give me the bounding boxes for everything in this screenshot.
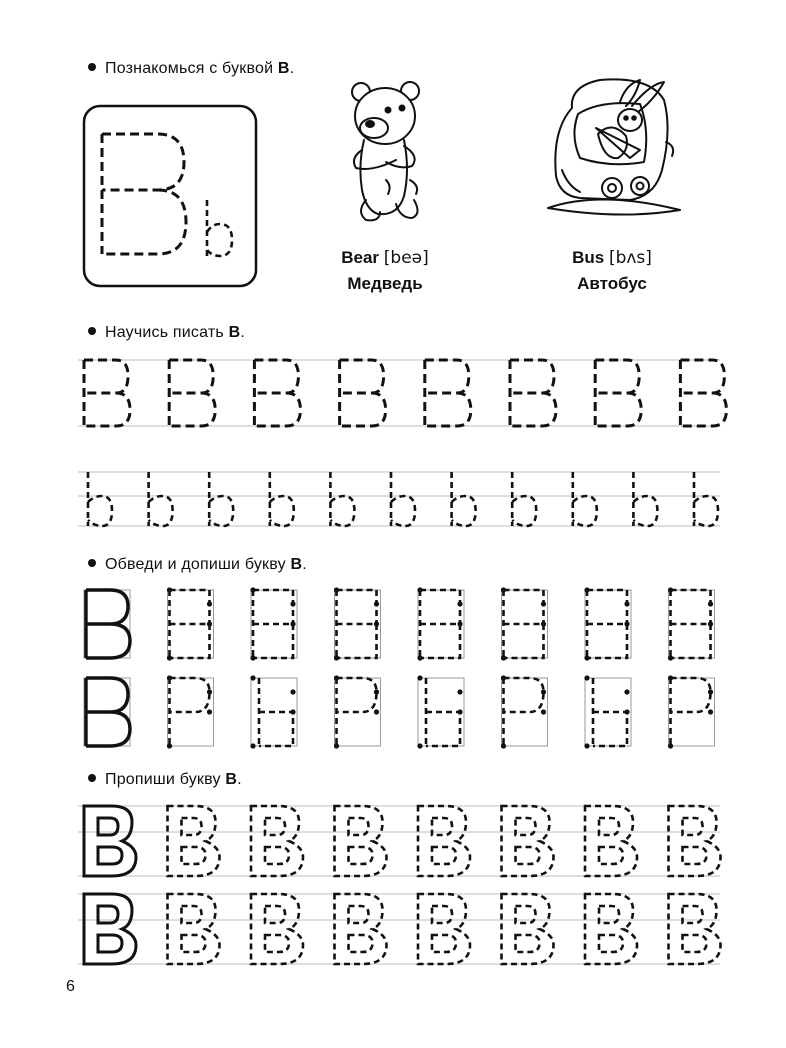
dashed-outline-B (585, 806, 637, 876)
dashed-trace-B (504, 590, 544, 658)
dashed-lowercase-b (330, 472, 354, 526)
word-card-bear: Bear [beə] Медведь (341, 248, 429, 293)
start-dot (167, 587, 172, 592)
dashed-outline-B-holes (432, 818, 456, 864)
bus-with-bunny-illustration (548, 79, 680, 214)
dashed-trace-B (170, 590, 210, 658)
dashed-outline-B-holes (516, 818, 540, 864)
start-dot (290, 621, 295, 626)
start-dot (374, 689, 379, 694)
solid-uppercase-B (86, 590, 130, 658)
dashed-lowercase-b (633, 472, 657, 526)
dashed-outline-B (669, 894, 721, 964)
start-dot (584, 655, 589, 660)
dashed-uppercase-B (102, 134, 186, 254)
start-dot (417, 655, 422, 660)
start-dot (501, 655, 506, 660)
start-dot (624, 621, 629, 626)
dashed-lowercase-b (149, 472, 173, 526)
start-dot (457, 709, 462, 714)
dashed-trace-B (504, 678, 544, 746)
dashed-lowercase-b (452, 472, 476, 526)
start-dot (207, 689, 212, 694)
start-dot (334, 655, 339, 660)
dashed-outline-B (335, 894, 387, 964)
dashed-outline-B (335, 806, 387, 876)
dashed-uppercase-B (340, 360, 386, 426)
start-dot (417, 675, 422, 680)
start-dot (584, 743, 589, 748)
dashed-outline-B-holes (683, 906, 707, 952)
start-dot (457, 621, 462, 626)
solid-uppercase-B (86, 678, 130, 746)
start-dot (501, 675, 506, 680)
start-dot (584, 675, 589, 680)
dashed-outline-B-holes (182, 906, 206, 952)
start-dot (167, 675, 172, 680)
dashed-outline-B (502, 806, 554, 876)
dashed-uppercase-B (169, 360, 215, 426)
dashed-lowercase-b (391, 472, 415, 526)
start-dot (167, 655, 172, 660)
dashed-outline-B (418, 806, 470, 876)
page-number: 6 (66, 978, 75, 995)
dashed-uppercase-B (510, 360, 556, 426)
dashed-outline-B-holes (182, 818, 206, 864)
dashed-trace-B (593, 678, 627, 746)
start-dot (374, 709, 379, 714)
start-dot (708, 709, 713, 714)
start-dot (624, 601, 629, 606)
dashed-trace-B (337, 590, 377, 658)
dashed-uppercase-B (425, 360, 471, 426)
dashed-trace-B (587, 590, 627, 658)
dashed-lowercase-b (207, 200, 232, 256)
start-dot (457, 689, 462, 694)
start-dot (250, 675, 255, 680)
dashed-outline-B (669, 806, 721, 876)
dashed-lowercase-b (573, 472, 597, 526)
dashed-outline-B (418, 894, 470, 964)
start-dot (708, 621, 713, 626)
dashed-uppercase-B (595, 360, 641, 426)
dashed-uppercase-B (680, 360, 726, 426)
dashed-outline-B (168, 806, 220, 876)
dashed-lowercase-b (694, 472, 718, 526)
dashed-outline-B-holes (599, 906, 623, 952)
dashed-outline-B (251, 806, 303, 876)
dashed-trace-B (259, 678, 293, 746)
dashed-trace-B (671, 678, 711, 746)
start-dot (250, 743, 255, 748)
start-dot (668, 743, 673, 748)
dashed-uppercase-B (84, 360, 130, 426)
start-dot (668, 655, 673, 660)
dashed-outline-B (502, 894, 554, 964)
dashed-outline-B-holes (265, 818, 289, 864)
start-dot (250, 587, 255, 592)
start-dot (541, 709, 546, 714)
dashed-uppercase-B (254, 360, 300, 426)
start-dot (708, 601, 713, 606)
start-dot (334, 743, 339, 748)
start-dot (417, 587, 422, 592)
start-dot (541, 601, 546, 606)
start-dot (334, 675, 339, 680)
start-dot (501, 743, 506, 748)
start-dot (624, 689, 629, 694)
start-dot (584, 587, 589, 592)
instruction-meet-letter: Познакомься с буквой B. (88, 60, 294, 78)
start-dot (250, 655, 255, 660)
dashed-outline-B-holes (683, 818, 707, 864)
dashed-outline-B-holes (265, 906, 289, 952)
start-dot (457, 601, 462, 606)
start-dot (541, 621, 546, 626)
dashed-trace-B (426, 678, 460, 746)
dashed-outline-B (585, 894, 637, 964)
start-dot (374, 601, 379, 606)
start-dot (334, 587, 339, 592)
word-card-bus: Bus [bʌs] Автобус (572, 248, 652, 293)
dashed-trace-B (420, 590, 460, 658)
start-dot (501, 587, 506, 592)
dashed-lowercase-b (270, 472, 294, 526)
start-dot (668, 675, 673, 680)
instruction-learn-to-write: Научись писать B. (88, 324, 245, 342)
start-dot (290, 709, 295, 714)
dashed-trace-B (337, 678, 377, 746)
letter-card (84, 106, 256, 286)
dashed-outline-B (251, 894, 303, 964)
start-dot (290, 601, 295, 606)
bear-illustration (352, 82, 419, 220)
start-dot (417, 743, 422, 748)
dashed-outline-B-holes (516, 906, 540, 952)
start-dot (207, 709, 212, 714)
dashed-lowercase-b (88, 472, 112, 526)
dashed-trace-B (671, 590, 711, 658)
start-dot (207, 621, 212, 626)
start-dot (668, 587, 673, 592)
dashed-outline-B (168, 894, 220, 964)
dashed-outline-B-holes (349, 906, 373, 952)
dashed-outline-B-holes (599, 818, 623, 864)
instruction-write-letter: Пропиши букву B. (88, 771, 242, 789)
dashed-lowercase-b (209, 472, 233, 526)
start-dot (624, 709, 629, 714)
start-dot (167, 743, 172, 748)
dashed-outline-B-holes (432, 906, 456, 952)
start-dot (290, 689, 295, 694)
dashed-trace-B (170, 678, 210, 746)
start-dot (207, 601, 212, 606)
start-dot (541, 689, 546, 694)
start-dot (708, 689, 713, 694)
dashed-trace-B (253, 590, 293, 658)
start-dot (374, 621, 379, 626)
dashed-lowercase-b (512, 472, 536, 526)
dashed-outline-B-holes (349, 818, 373, 864)
practice-area (78, 360, 726, 964)
instruction-trace-letter: Обведи и допиши букву B. (88, 556, 307, 574)
